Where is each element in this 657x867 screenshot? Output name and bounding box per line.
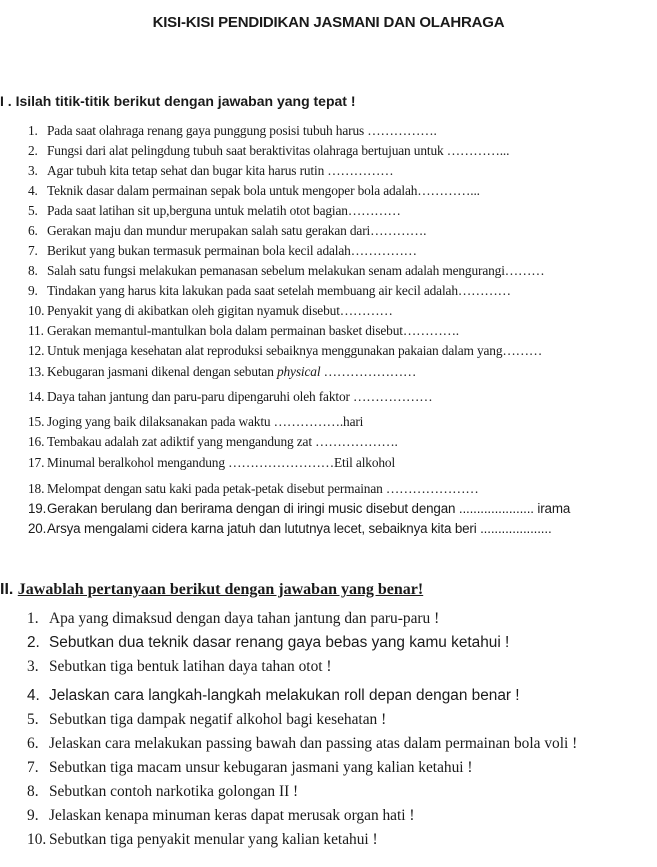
question-item <box>28 455 395 471</box>
question-text: Sebutkan tiga macam unsur kebugaran jasmani yang kalian ketahui ! <box>49 759 473 776</box>
question-number: 8. <box>27 783 39 800</box>
question-number: 17. <box>28 455 45 470</box>
question-number: 10. <box>28 303 45 318</box>
question-text: Tembakau adalah zat adiktif yang mengandung zat ………………. <box>47 434 398 449</box>
question-item <box>28 323 459 339</box>
question-number: 16. <box>28 434 45 449</box>
question-item <box>27 687 520 705</box>
question-text: Jelaskan cara melakukan passing bawah dan passing atas dalam permainan bola voli ! <box>49 735 578 752</box>
question-item <box>27 735 577 753</box>
question-item <box>28 414 363 430</box>
question-number: 4. <box>28 183 38 198</box>
question-text: Sebutkan contoh narkotika golongan II ! <box>49 783 299 800</box>
question-item <box>28 389 432 405</box>
question-text: Sebutkan tiga dampak negatif alkohol bagi kesehatan ! <box>49 711 387 728</box>
question-number: 9. <box>27 807 39 824</box>
question-number: 5. <box>27 711 39 728</box>
section-1-heading <box>0 93 356 109</box>
question-number: 14. <box>28 389 45 404</box>
question-text: Jelaskan kenapa minuman keras dapat merusak organ hati ! <box>49 807 415 824</box>
question-text: Salah satu fungsi melakukan pemanasan sebelum melakukan senam adalah mengurangi……… <box>47 263 545 278</box>
question-item <box>27 807 415 825</box>
question-number: 3. <box>27 658 39 675</box>
question-text: Untuk menjaga kesehatan alat reproduksi sebaiknya menggunakan pakaian dalam yang……… <box>47 343 543 358</box>
question-text: Minumal beralkohol mengandung ……………………Etil alkohol <box>47 455 396 470</box>
question-item <box>28 501 570 516</box>
question-item <box>28 183 480 199</box>
question-text: Tindakan yang harus kita lakukan pada saat setelah membuang air kecil adalah………… <box>47 283 511 298</box>
section-2-heading <box>0 581 423 599</box>
question-number: 1. <box>27 610 39 627</box>
question-text: Jelaskan cara langkah-langkah melakukan roll depan dengan benar ! <box>49 687 520 704</box>
question-text: Agar tubuh kita tetap sehat dan bugar kita harus rutin …………… <box>47 163 394 178</box>
question-item <box>27 711 386 729</box>
question-number: 10. <box>27 831 47 848</box>
question-text: Teknik dasar dalam permainan sepak bola untuk mengoper bola adalah…………... <box>47 183 480 198</box>
question-item <box>28 223 426 239</box>
question-number: 13. <box>28 364 45 379</box>
question-number: 18. <box>28 481 45 496</box>
question-text: Fungsi dari alat pelingdung tubuh saat beraktivitas olahraga bertujuan untuk …………... <box>47 143 510 158</box>
question-item <box>28 143 509 159</box>
question-item <box>27 759 473 777</box>
question-text-tail: ………………… <box>320 364 417 379</box>
question-item <box>28 364 416 380</box>
question-number: 12. <box>28 343 45 358</box>
question-text: Joging yang baik dilaksanakan pada waktu …………….hari <box>47 414 364 429</box>
question-text: Sebutkan tiga penyakit menular yang kalian ketahui ! <box>49 831 378 848</box>
question-text: Penyakit yang di akibatkan oleh gigitan nyamuk disebut………… <box>47 303 393 318</box>
question-text: Melompat dengan satu kaki pada petak-petak disebut permainan ………………… <box>47 481 479 496</box>
question-item <box>28 343 542 359</box>
question-italic-term: physical <box>276 364 321 379</box>
question-text: Pada saat latihan sit up,berguna untuk melatih otot bagian………… <box>47 203 401 218</box>
question-text: Gerakan berulang dan berirama dengan di iringi music disebut dengan ..................... irama <box>47 501 571 516</box>
question-item <box>28 243 417 259</box>
question-item <box>28 203 401 219</box>
question-number: 8. <box>28 263 38 278</box>
question-item <box>28 434 398 450</box>
section-1-roman: I . <box>0 93 12 109</box>
question-number: 9. <box>28 283 38 298</box>
question-text: Pada saat olahraga renang gaya punggung posisi tubuh harus ……………. <box>47 123 437 138</box>
question-text: Gerakan memantul-mantulkan bola dalam permainan basket disebut…………. <box>47 323 460 338</box>
question-item <box>28 263 545 279</box>
question-number: 3. <box>28 163 38 178</box>
question-number: 19. <box>28 501 47 516</box>
page-title: KISI-KISI PENDIDIKAN JASMANI DAN OLAHRAGA <box>152 14 505 31</box>
question-number: 5. <box>28 203 38 218</box>
question-text: Gerakan maju dan mundur merupakan salah satu gerakan dari…………. <box>47 223 427 238</box>
question-item <box>27 783 298 801</box>
section-2-heading-text: Jawablah pertanyaan berikut dengan jawaban yang benar! <box>17 581 424 598</box>
question-text: Berikut yang bukan termasuk permainan bola kecil adalah…………… <box>47 243 417 258</box>
question-number: 6. <box>28 223 38 238</box>
question-number: 7. <box>27 759 39 776</box>
question-item <box>28 163 394 179</box>
question-item <box>28 123 437 139</box>
question-text: Sebutkan dua teknik dasar renang gaya bebas yang kamu ketahui ! <box>49 634 510 651</box>
question-item <box>28 521 552 536</box>
question-item <box>27 658 332 676</box>
question-number: 1. <box>28 123 38 138</box>
question-text: Sebutkan tiga bentuk latihan daya tahan otot ! <box>49 658 332 675</box>
question-number: 2. <box>27 634 40 651</box>
question-text: Daya tahan jantung dan paru-paru dipengaruhi oleh faktor ……………… <box>47 389 433 404</box>
question-number: 7. <box>28 243 38 258</box>
question-number: 2. <box>28 143 38 158</box>
question-item <box>28 283 511 299</box>
question-item <box>28 481 479 497</box>
question-number: 20. <box>28 521 47 536</box>
section-1-heading-text: Isilah titik-titik berikut dengan jawaban yang tepat ! <box>15 93 356 109</box>
question-item <box>27 634 509 652</box>
question-number: 6. <box>27 735 39 752</box>
question-number: 11. <box>28 323 44 338</box>
section-2-roman: II. <box>0 581 14 598</box>
question-item <box>28 303 393 319</box>
question-text: Kebugaran jasmani dikenal dengan sebutan <box>47 364 277 379</box>
question-number: 15. <box>28 414 45 429</box>
question-text: Apa yang dimaksud dengan daya tahan jantung dan paru-paru ! <box>49 610 440 627</box>
question-number: 4. <box>27 687 40 704</box>
question-text: Arsya mengalami cidera karna jatuh dan lututnya lecet, sebaiknya kita beri .................... <box>47 521 552 536</box>
question-item <box>27 610 439 628</box>
question-item <box>27 831 378 849</box>
